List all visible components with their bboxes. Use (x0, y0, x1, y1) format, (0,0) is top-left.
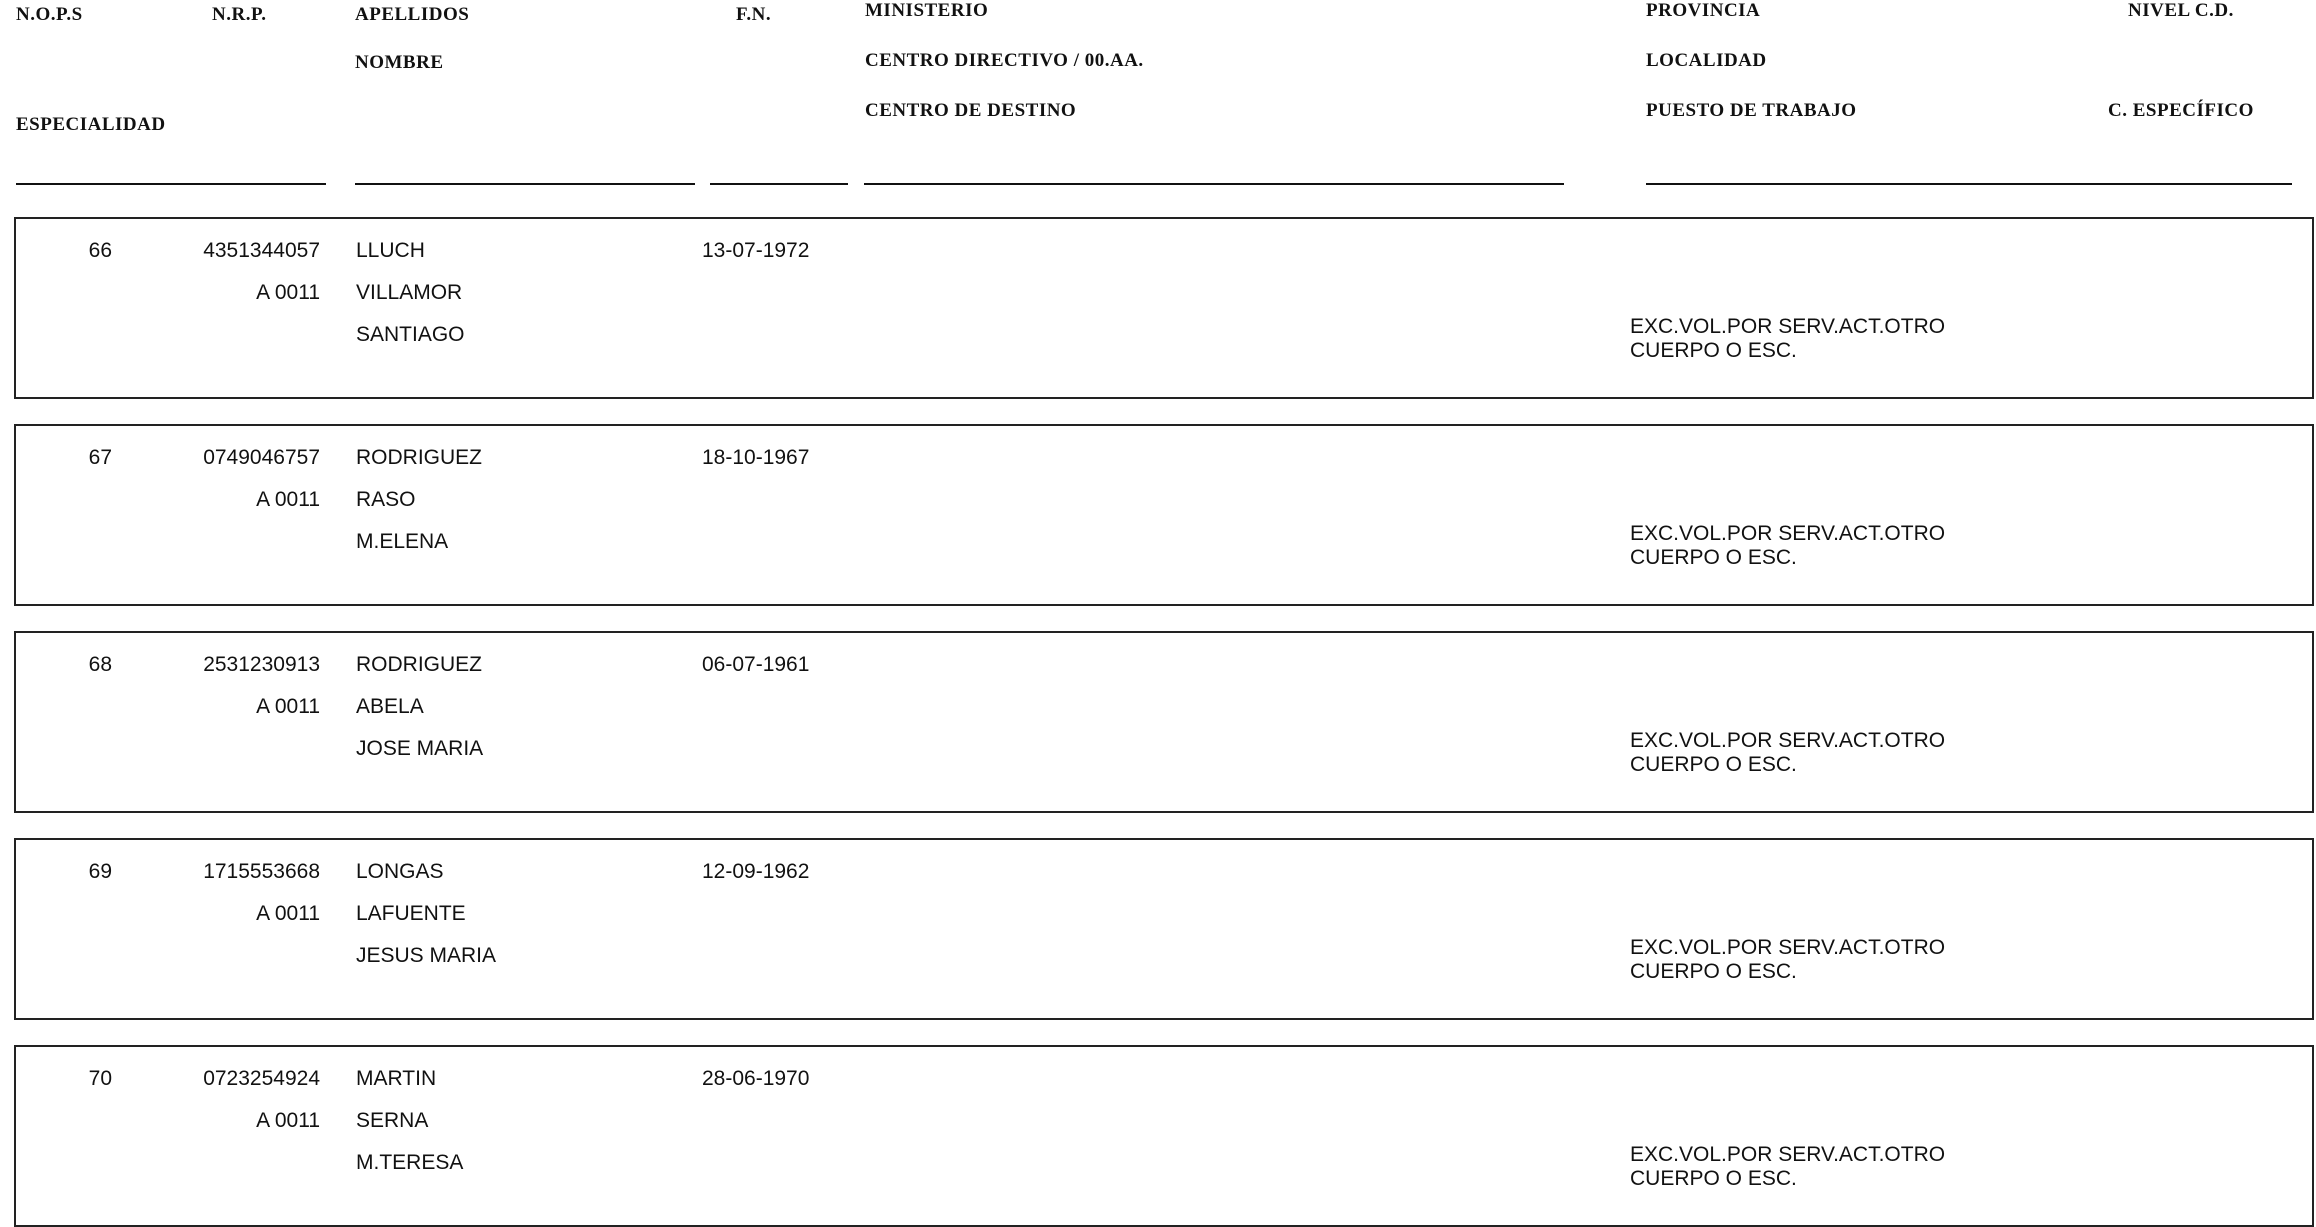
puesto-status (1630, 1143, 2130, 1191)
status-line-1: EXC.VOL.POR SERV.ACT.OTRO (1630, 1143, 1946, 1166)
apellido-2: SERNA (356, 1109, 429, 1132)
status-line-2: CUERPO O ESC. (1630, 1167, 1797, 1190)
header-nivel: NIVEL C.D. (2128, 0, 2234, 21)
header-rule (864, 183, 1564, 185)
header-nombre: NOMBRE (355, 52, 444, 73)
header-rule (170, 183, 326, 185)
puesto-status (1630, 522, 2130, 570)
nops-value: 68 (88, 653, 112, 676)
fecha-nacimiento: 06-07-1961 (702, 653, 810, 676)
nombre-value: JOSE MARIA (356, 737, 484, 760)
header-centro-destino: CENTRO DE DESTINO (865, 100, 1077, 121)
header-provincia: PROVINCIA (1646, 0, 1761, 21)
header-nrp: N.R.P. (212, 4, 267, 25)
status-line-2: CUERPO O ESC. (1630, 753, 1797, 776)
nrp-value: 0749046757 (203, 446, 320, 469)
apellido-2: LAFUENTE (356, 902, 466, 925)
header-centro-directivo: CENTRO DIRECTIVO / 00.AA. (865, 50, 1144, 71)
status-line-2: CUERPO O ESC. (1630, 960, 1797, 983)
status-line-2: CUERPO O ESC. (1630, 546, 1797, 569)
header-fn: F.N. (736, 4, 772, 25)
nops-value: 70 (88, 1067, 112, 1090)
header-apellidos: APELLIDOS (355, 4, 470, 25)
apellido-1: MARTIN (356, 1067, 437, 1090)
header-rule (710, 183, 848, 185)
header-rule (1646, 183, 2292, 185)
header-puesto: PUESTO DE TRABAJO (1646, 100, 1857, 121)
nombre-value: SANTIAGO (356, 323, 465, 346)
puesto-status (1630, 936, 2130, 984)
especialidad-code: A 0011 (256, 488, 320, 511)
especialidad-code: A 0011 (256, 695, 320, 718)
header-rule (16, 183, 170, 185)
especialidad-code: A 0011 (256, 1109, 320, 1132)
fecha-nacimiento: 13-07-1972 (702, 239, 810, 262)
nops-value: 67 (88, 446, 112, 469)
status-line-2: CUERPO O ESC. (1630, 339, 1797, 362)
header-rule (355, 183, 695, 185)
fecha-nacimiento: 12-09-1962 (702, 860, 810, 883)
fecha-nacimiento: 18-10-1967 (702, 446, 810, 469)
apellido-1: LLUCH (356, 239, 425, 262)
nombre-value: M.ELENA (356, 530, 449, 553)
especialidad-code: A 0011 (256, 281, 320, 304)
nombre-value: JESUS MARIA (356, 944, 497, 967)
header-especialidad: ESPECIALIDAD (16, 114, 166, 135)
especialidad-code: A 0011 (256, 902, 320, 925)
apellido-1: RODRIGUEZ (356, 446, 482, 469)
apellido-2: VILLAMOR (356, 281, 463, 304)
nops-value: 69 (88, 860, 112, 883)
header-ministerio: MINISTERIO (865, 0, 989, 21)
apellido-1: LONGAS (356, 860, 444, 883)
status-line-1: EXC.VOL.POR SERV.ACT.OTRO (1630, 936, 1946, 959)
apellido-1: RODRIGUEZ (356, 653, 482, 676)
nrp-value: 4351344057 (203, 239, 320, 262)
fecha-nacimiento: 28-06-1970 (702, 1067, 810, 1090)
nrp-value: 0723254924 (203, 1067, 320, 1090)
table-row (14, 631, 2314, 813)
nombre-value: M.TERESA (356, 1151, 464, 1174)
table-row (14, 1045, 2314, 1227)
puesto-status (1630, 729, 2130, 777)
table-row (14, 424, 2314, 606)
table-row (14, 217, 2314, 399)
puesto-status (1630, 315, 2130, 363)
table-row (14, 838, 2314, 1020)
nrp-value: 2531230913 (203, 653, 320, 676)
status-line-1: EXC.VOL.POR SERV.ACT.OTRO (1630, 522, 1946, 545)
nops-value: 66 (88, 239, 112, 262)
header-nops: N.O.P.S (16, 4, 83, 25)
apellido-2: RASO (356, 488, 416, 511)
nrp-value: 1715553668 (203, 860, 320, 883)
header-localidad: LOCALIDAD (1646, 50, 1767, 71)
status-line-1: EXC.VOL.POR SERV.ACT.OTRO (1630, 729, 1946, 752)
header-especifico: C. ESPECÍFICO (2108, 100, 2254, 121)
apellido-2: ABELA (356, 695, 424, 718)
status-line-1: EXC.VOL.POR SERV.ACT.OTRO (1630, 315, 1946, 338)
